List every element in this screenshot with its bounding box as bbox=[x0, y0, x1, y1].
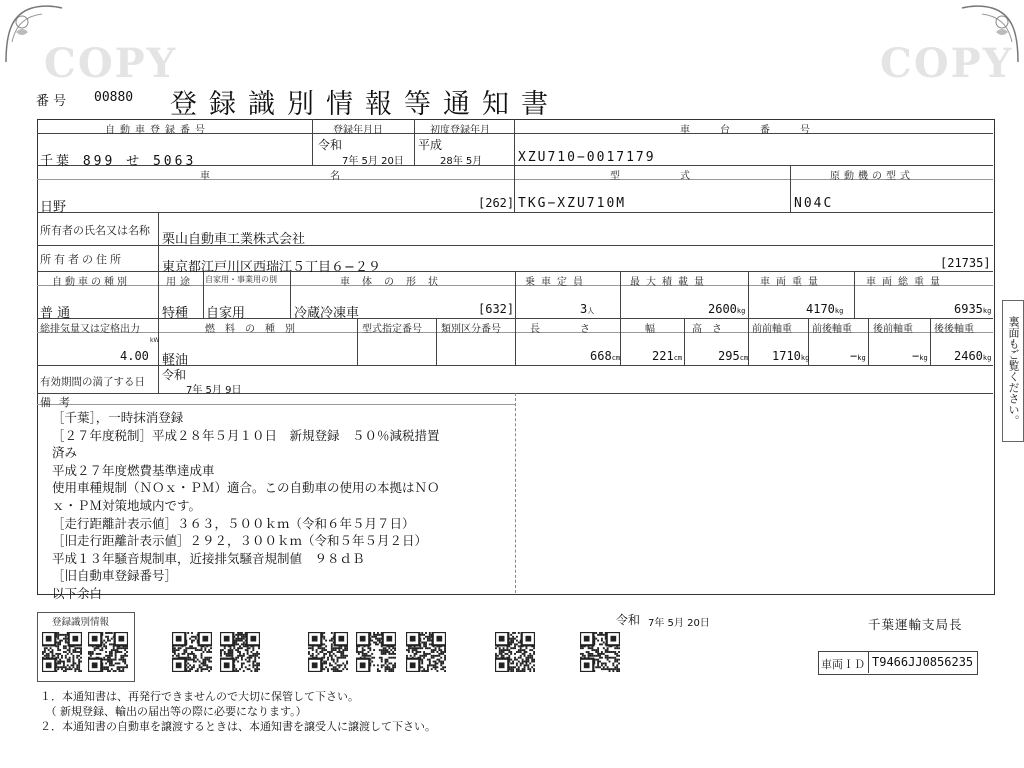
qr-code-icon bbox=[88, 632, 128, 672]
label-displacement: 総排気量又は定格出力 bbox=[40, 324, 140, 335]
label-usage: 用途 bbox=[166, 277, 194, 288]
length-value: 668cm bbox=[590, 349, 621, 363]
remark-line: 済み bbox=[52, 445, 78, 461]
engine-model-value: N04C bbox=[794, 196, 834, 211]
number-label: 番 号 bbox=[36, 94, 67, 109]
front-rear-axle-value: −kg bbox=[850, 349, 866, 363]
vehicle-weight-value: 4170kg bbox=[806, 302, 844, 316]
first-reg-value: 28年 5月 bbox=[440, 156, 483, 167]
page-title: 登録識別情報等通知書 bbox=[170, 89, 560, 120]
rear-rear-axle-value: 2460kg bbox=[954, 349, 992, 363]
label-owner-name: 所有者の氏名又は名称 bbox=[40, 224, 150, 237]
body-shape-value: 冷蔵冷凍車 bbox=[294, 306, 360, 321]
max-load-value: 2600kg bbox=[708, 302, 746, 316]
copy-watermark-right: COPY bbox=[880, 40, 1014, 87]
qr-code-icon bbox=[172, 632, 212, 672]
remark-line: ［２７年度税制］平成２８年５月１０日 新規登録 ５０％減税措置 bbox=[52, 427, 440, 443]
qr-code-icon bbox=[495, 632, 535, 672]
private-business-value: 自家用 bbox=[206, 306, 246, 321]
label-reg-date: 登録年月日 bbox=[333, 125, 383, 136]
label-reg-no: 自動車登録番号 bbox=[105, 125, 210, 136]
vehicle-id-value: T9466JJ0856235 bbox=[872, 655, 974, 669]
fuel-value: 軽油 bbox=[162, 353, 189, 368]
owner-addr-value: 東京都江戸川区西瑞江５丁目６−２９ bbox=[162, 260, 381, 275]
label-first-reg: 初度登録年月 bbox=[430, 125, 490, 136]
model-value: TKG−XZU710M bbox=[518, 196, 627, 211]
car-name-code: [262] bbox=[478, 196, 515, 210]
label-length: 長さ bbox=[530, 324, 630, 335]
owner-addr-code: [21735] bbox=[940, 256, 991, 270]
label-engine-model: 原動機の型式 bbox=[830, 171, 914, 182]
car-name-value: 日野 bbox=[40, 200, 67, 215]
qr-code-icon bbox=[580, 632, 620, 672]
remark-line: ｘ・ＰＭ対策地域内です。 bbox=[52, 498, 202, 513]
issue-date: 7年 5月 20日 bbox=[648, 618, 710, 629]
label-owner-addr: 所有者の住所 bbox=[40, 253, 124, 266]
label-fuel: 燃料の種別 bbox=[205, 324, 305, 335]
label-category-no: 類別区分番号 bbox=[441, 324, 501, 335]
label-car-name: 車名 bbox=[200, 171, 460, 182]
vehicle-kind-value: 普 通 bbox=[40, 306, 71, 321]
label-remarks: 備考 bbox=[40, 396, 78, 409]
issue-era: 令和 bbox=[616, 613, 641, 627]
number-value: 00880 bbox=[94, 90, 134, 105]
label-body-shape: 車体の形状 bbox=[340, 277, 450, 288]
label-model: 型式 bbox=[610, 171, 750, 182]
usage-value: 特種 bbox=[162, 306, 189, 321]
expiry-value: 7年 5月 9日 bbox=[186, 385, 242, 396]
reg-no-value: 千葉 899 せ 5063 bbox=[40, 154, 197, 169]
label-rear-rear-axle: 後後軸重 bbox=[934, 324, 974, 335]
label-chassis-no: 車台番号 bbox=[680, 125, 840, 136]
owner-name-value: 栗山自動車工業株式会社 bbox=[162, 232, 306, 247]
remark-line: 平成１３年騒音規制車，近接排気騒音規制値 ９８ｄＢ bbox=[52, 550, 365, 566]
label-capacity: 乗車定員 bbox=[525, 277, 589, 288]
remark-line: 使用車種規制（ＮＯｘ・ＰＭ）適合。この自動車の使用の本拠はＮＯ bbox=[52, 480, 440, 496]
label-max-load: 最大積載量 bbox=[630, 277, 710, 288]
remark-line: 以下余白 bbox=[52, 586, 103, 601]
note-3: ２．本通知書の自動車を譲渡するときは、本通知書を譲受人に譲渡して下さい。 bbox=[40, 720, 436, 733]
copy-watermark-left: COPY bbox=[44, 40, 178, 87]
remark-line: ［旧走行距離計表示値］２９２，３００ｋｍ（令和５年５月２日） bbox=[52, 533, 428, 549]
label-vehicle-weight: 車両重量 bbox=[760, 277, 824, 288]
qr-code-icon bbox=[220, 632, 260, 672]
label-type-designation: 型式指定番号 bbox=[362, 324, 422, 335]
side-note-back-page: 裏面もご覧ください。 bbox=[1002, 300, 1024, 442]
qr-code-icon bbox=[356, 632, 396, 672]
qr-code-icon bbox=[406, 632, 446, 672]
label-vehicle-id: 車両ＩＤ bbox=[821, 658, 865, 671]
gross-weight-value: 6935kg bbox=[954, 302, 992, 316]
remark-line: ［旧自動車登録番号］ bbox=[52, 568, 178, 584]
front-front-axle-value: 1710kg bbox=[772, 349, 810, 363]
label-reg-info: 登録識別情報 bbox=[52, 617, 110, 628]
expiry-era: 令和 bbox=[162, 368, 187, 382]
capacity-value: 3人 bbox=[580, 302, 595, 316]
height-value: 295cm bbox=[718, 349, 749, 363]
displacement-value: 4.00 bbox=[120, 349, 149, 363]
note-1: １．本通知書は、再発行できませんので大切に保管して下さい。 bbox=[40, 690, 359, 703]
label-width: 幅 bbox=[645, 324, 655, 335]
remark-line: ［走行距離計表示値］３６３，５００ｋｍ（令和６年５月７日） bbox=[52, 515, 415, 531]
reg-date-era: 令和 bbox=[318, 138, 343, 152]
remark-line: ［千葉］，一時抹消登録 bbox=[52, 410, 184, 425]
chassis-no-value: XZU710−0017179 bbox=[518, 150, 656, 165]
qr-code-icon bbox=[42, 632, 82, 672]
width-value: 221cm bbox=[652, 349, 683, 363]
label-expiry: 有効期間の満了する日 bbox=[40, 376, 145, 388]
rear-front-axle-value: −kg bbox=[912, 349, 928, 363]
label-front-front-axle: 前前軸重 bbox=[752, 324, 792, 335]
label-private-business: 自家用・事業用の別 bbox=[205, 275, 277, 284]
note-2: （ 新規登録、輸出の届出等の際に必要になります。） bbox=[40, 705, 307, 718]
issuer-name: 千葉運輸支局長 bbox=[868, 617, 963, 632]
remark-line: 平成２７年度燃費基準達成車 bbox=[52, 462, 215, 478]
displacement-unit: kW bbox=[150, 337, 160, 344]
label-front-rear-axle: 前後軸重 bbox=[812, 324, 852, 335]
label-vehicle-kind: 自動車の種別 bbox=[52, 277, 130, 288]
label-height: 高さ bbox=[692, 324, 732, 335]
first-reg-era: 平成 bbox=[418, 138, 443, 152]
qr-code-icon bbox=[308, 632, 348, 672]
body-shape-code: [632] bbox=[478, 302, 515, 316]
reg-date-value: 7年 5月 20日 bbox=[342, 156, 404, 167]
label-rear-front-axle: 後前軸重 bbox=[873, 324, 913, 335]
label-gross-weight: 車両総重量 bbox=[866, 277, 946, 288]
